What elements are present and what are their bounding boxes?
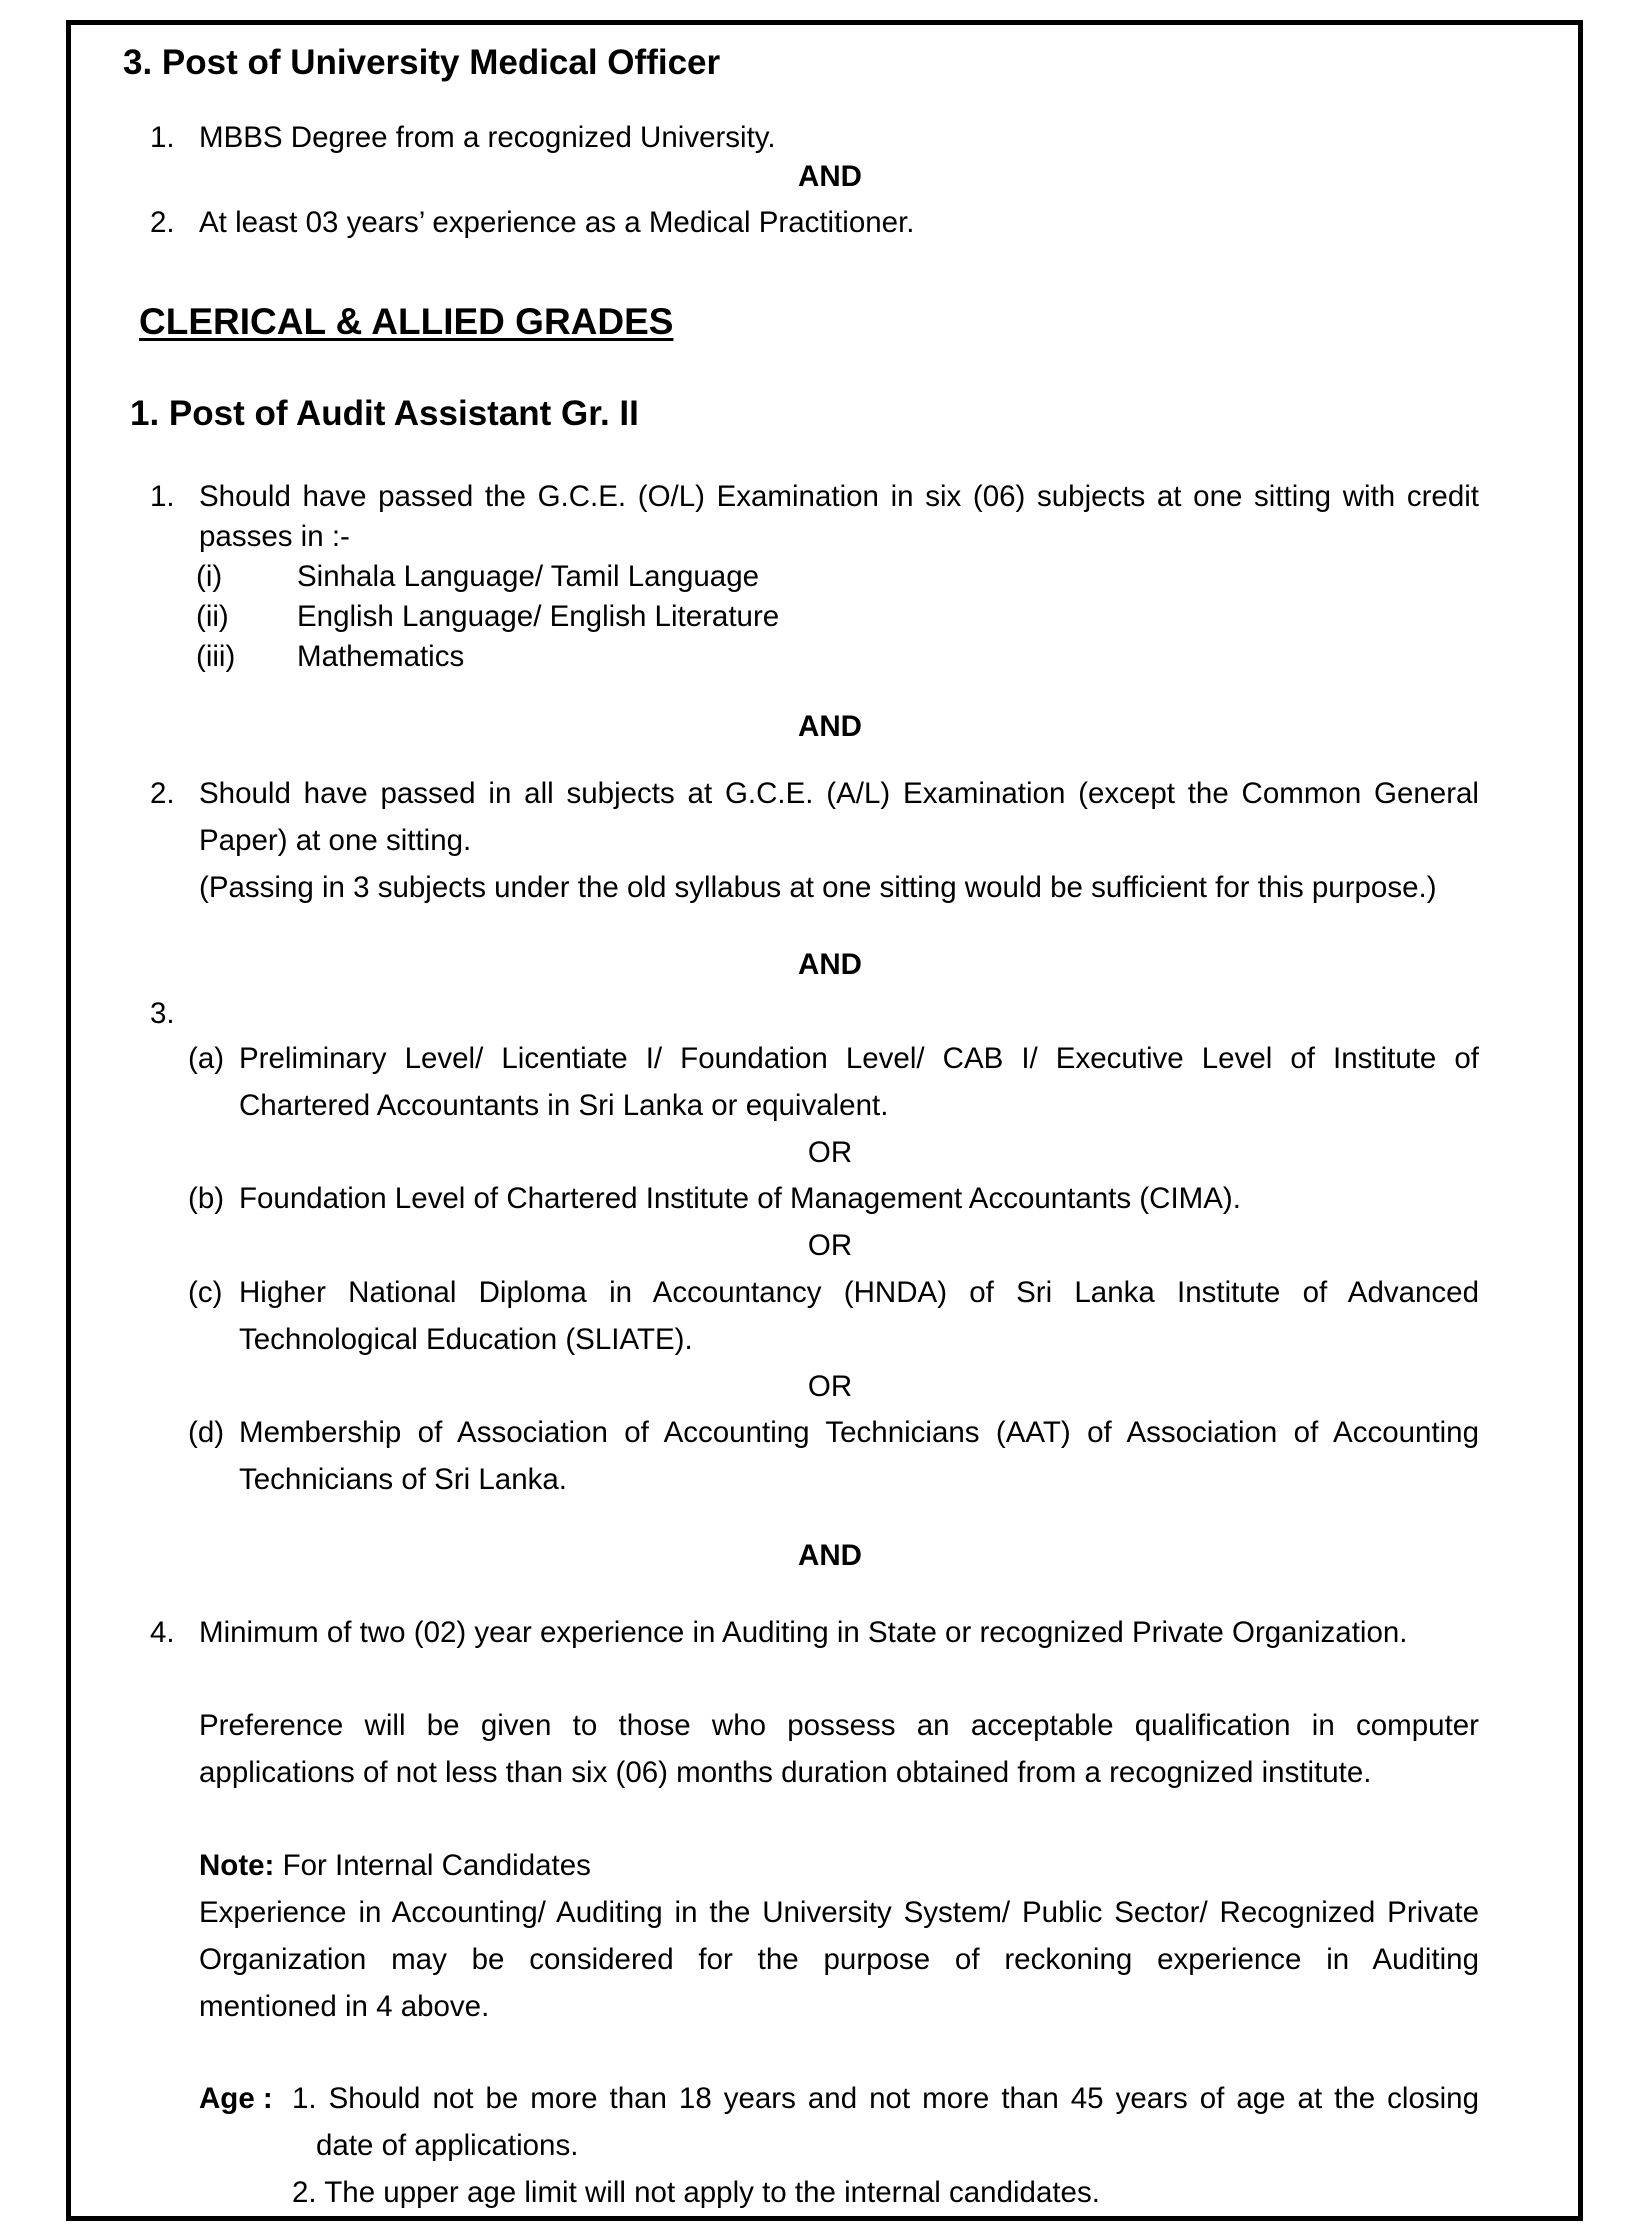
list-item: MBBS Degree from a recognized University. bbox=[199, 121, 776, 154]
subject-roman: (i) bbox=[196, 560, 223, 593]
subject-item: English Language/ English Literature bbox=[297, 600, 780, 633]
and-connector: AND bbox=[798, 710, 862, 743]
option-text: Preliminary Level/ Licentiate I/ Foundation Level/ CAB I/ Executive Level of Institute of bbox=[239, 1042, 1479, 1075]
or-connector: OR bbox=[807, 1370, 853, 1403]
list-number: 1. bbox=[150, 480, 175, 513]
list-item: Should have passed in all subjects at G.C.E. (A/L) Examination (except the Common General bbox=[199, 777, 1479, 810]
option-label: (d) bbox=[188, 1416, 225, 1449]
age-rule-continued: date of applications. bbox=[316, 2129, 579, 2162]
and-connector: AND bbox=[798, 1539, 862, 1572]
list-item-continued: Paper) at one sitting. bbox=[199, 824, 472, 857]
option-text-continued: Chartered Accountants in Sri Lanka or equivalent. bbox=[239, 1089, 889, 1122]
age-rule: 2. The upper age limit will not apply to the internal candidates. bbox=[292, 2176, 1100, 2209]
note-text: Experience in Accounting/ Auditing in the University System/ Public Sector/ Recognized Private bbox=[199, 1896, 1479, 1929]
option-label: (a) bbox=[188, 1042, 225, 1075]
medical-officer-heading: 3. Post of University Medical Officer bbox=[123, 43, 721, 82]
age-label: Age : bbox=[199, 2082, 273, 2115]
age-rule: 1. Should not be more than 18 years and not more than 45 years of age at the closing bbox=[292, 2082, 1479, 2115]
subject-item: Sinhala Language/ Tamil Language bbox=[297, 560, 760, 593]
subject-roman: (iii) bbox=[196, 640, 236, 673]
subject-item: Mathematics bbox=[297, 640, 465, 673]
list-number: 4. bbox=[150, 1616, 175, 1649]
option-text: Membership of Association of Accounting Technicians (AAT) of Association of Accounting bbox=[239, 1416, 1479, 1449]
list-number: 2. bbox=[150, 777, 175, 810]
option-label: (c) bbox=[188, 1276, 223, 1309]
note-text: Organization may be considered for the purpose of reckoning experience in Auditing bbox=[199, 1943, 1479, 1976]
note-heading bbox=[199, 1848, 591, 1883]
and-connector: AND bbox=[798, 948, 862, 981]
list-number: 3. bbox=[150, 997, 175, 1030]
subject-roman: (ii) bbox=[196, 600, 229, 633]
list-item: Minimum of two (02) year experience in Auditing in State or recognized Private Organization. bbox=[199, 1616, 1408, 1649]
note-label: Note: bbox=[199, 1849, 275, 1882]
and-connector: AND bbox=[798, 160, 862, 193]
option-text: Foundation Level of Chartered Institute of Management Accountants (CIMA). bbox=[239, 1182, 1241, 1215]
list-item: At least 03 years’ experience as a Medical Practitioner. bbox=[199, 206, 915, 239]
option-text-continued: Technological Education (SLIATE). bbox=[239, 1323, 693, 1356]
section-title: CLERICAL & ALLIED GRADES bbox=[139, 301, 674, 342]
list-item: Should have passed the G.C.E. (O/L) Examination in six (06) subjects at one sitting with credit bbox=[199, 480, 1479, 513]
or-connector: OR bbox=[807, 1229, 853, 1262]
option-text-continued: Technicians of Sri Lanka. bbox=[239, 1463, 567, 1496]
list-number: 2. bbox=[150, 206, 175, 239]
list-number: 1. bbox=[150, 121, 175, 154]
note-text: mentioned in 4 above. bbox=[199, 1990, 490, 2023]
option-text: Higher National Diploma in Accountancy (HNDA) of Sri Lanka Institute of Advanced bbox=[239, 1276, 1479, 1309]
list-item-continued: passes in :- bbox=[199, 520, 350, 553]
or-connector: OR bbox=[807, 1136, 853, 1169]
post-heading: 1. Post of Audit Assistant Gr. II bbox=[130, 394, 639, 433]
preference-text: Preference will be given to those who possess an acceptable qualification in computer bbox=[199, 1709, 1479, 1742]
preference-text-continued: applications of not less than six (06) months duration obtained from a recognized institute. bbox=[199, 1756, 1372, 1789]
option-label: (b) bbox=[188, 1182, 225, 1215]
note-title: For Internal Candidates bbox=[274, 1849, 591, 1882]
list-item-note: (Passing in 3 subjects under the old syllabus at one sitting would be sufficient for this purpose.) bbox=[199, 871, 1437, 904]
